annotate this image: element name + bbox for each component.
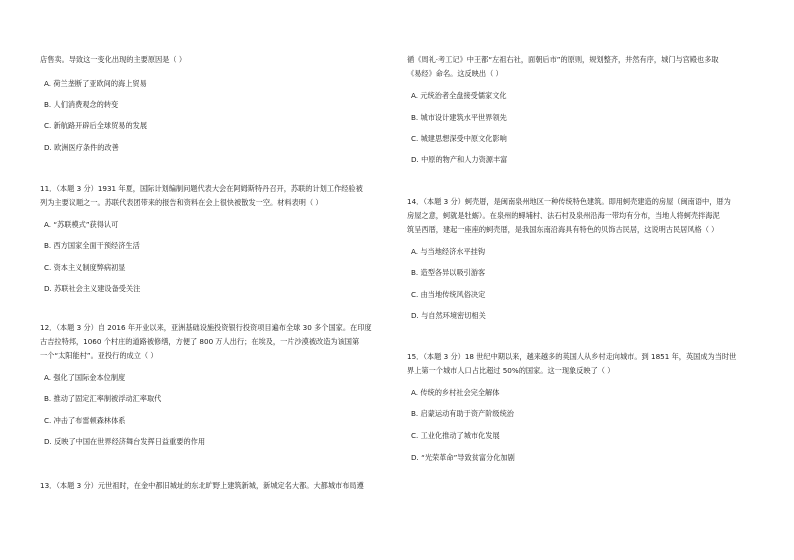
q12-option-d: D. 反映了中国在世界经济舞台发挥日益重要的作用 — [44, 437, 206, 446]
q13-option-d: D. 中原的物产和人力资源丰富 — [411, 155, 508, 164]
q15-option-b: B. 启蒙运动有助于资产阶级统治 — [411, 409, 514, 418]
q10-stem-line: 店售卖。导致这一变化出现的主要原因是（ ） — [40, 55, 187, 64]
q13-option-c: C. 城建思想深受中原文化影响 — [411, 134, 507, 143]
q12-option-c: C. 冲击了布雷顿森林体系 — [44, 416, 126, 425]
q11-option-a: A. “苏联模式”获得认可 — [44, 220, 119, 229]
q10-option-d: D. 欧洲医疗条件的改善 — [44, 143, 119, 152]
q14-option-a: A. 与当地经济水平挂钩 — [411, 247, 486, 256]
q15-option-d: D. “光荣革命”导致贫富分化加剧 — [411, 453, 515, 462]
q14-option-d: D. 与自然环境密切相关 — [411, 311, 486, 320]
q15-option-c: C. 工业化推动了城市化发展 — [411, 431, 500, 440]
q13-stem-line-1: 13．（本题 3 分）元世祖时，在金中都旧城址的东北旷野上建筑新城，新城定名大都。大都城市布局遵 — [40, 481, 364, 490]
q13-stem-line-2: 循《周礼·考工记》中王都“左祖右社，面朝后市”的原则，规划整齐，井然有序，城门与宫殿也多取 — [407, 55, 719, 64]
q11-stem-line-2: 列为主要议题之一。苏联代表团带来的报告和资料在会上很快被散发一空。材料表明（ ） — [40, 198, 323, 207]
q14-stem-line-2: 房屋之意，蚵就是牡蛎）。在泉州的蟳埔村、法石村及泉州沿海一带均有分布，当地人将蚵壳拌海泥 — [407, 211, 720, 220]
q10-option-a: A. 荷兰垄断了亚欧间的海上贸易 — [44, 79, 147, 88]
q11-stem-line-1: 11．（本题 3 分）1931 年夏，国际计划编制问题代表大会在阿姆斯特丹召开，苏联的计划工作经验被 — [40, 184, 363, 193]
q14-option-b: B. 造型各异以吸引游客 — [411, 268, 486, 277]
q11-option-c: C. 资本主义制度弊病初显 — [44, 263, 126, 272]
q12-option-a: A. 强化了国际金本位制度 — [44, 373, 126, 382]
q14-stem-line-1: 14．（本题 3 分）蚵壳厝，是闽南泉州地区一种传统特色建筑。即用蚵壳建造的房屋（闽南语中，厝为 — [407, 197, 731, 206]
q11-option-b: B. 西方国家全面干预经济生活 — [44, 241, 140, 250]
q10-option-c: C. 新航路开辟后全球贸易的发展 — [44, 121, 148, 130]
q13-option-b: B. 城市设计建筑水平世界领先 — [411, 113, 507, 122]
q13-option-a: A. 元统治者全盘接受儒家文化 — [411, 91, 507, 100]
q13-stem-line-3: 《易经》命名。这反映出（ ） — [407, 69, 503, 78]
q10-option-b: B. 人们消费观念的转变 — [44, 100, 119, 109]
q15-stem-line-1: 15．（本题 3 分）18 世纪中期以来，越来越多的英国人从乡村走向城市。到 1851 年，英国成为当时世 — [407, 352, 737, 361]
q12-stem-line-3: 一个“太阳能村”。亚投行的成立（ ） — [40, 351, 158, 360]
q12-option-b: B. 推动了固定汇率制被浮动汇率取代 — [44, 394, 162, 403]
q12-stem-line-1: 12．（本题 3 分）自 2016 年开业以来，亚洲基础设施投资银行投资项目遍布全球 30 多个国家。在印度 — [40, 323, 372, 332]
q12-stem-line-2: 古吉拉特邦，1060 个村庄的道路被修缮，方便了 800 万人出行；在埃及，一片沙漠被改造为该国第 — [40, 337, 360, 346]
q11-option-d: D. 苏联社会主义建设备受关注 — [44, 284, 141, 293]
q15-stem-line-2: 界上第一个城市人口占比超过 50%的国家。这一现象反映了（ ） — [407, 366, 615, 375]
q14-option-c: C. 由当地传统风俗决定 — [411, 290, 486, 299]
q15-option-a: A. 传统的乡村社会完全解体 — [411, 388, 500, 397]
q14-stem-line-3: 筑呈西厝，建起一座座的蚵壳厝，是我国东南沿海具有特色的贝饰古民居，这说明古民居风格（ ） — [407, 225, 719, 234]
